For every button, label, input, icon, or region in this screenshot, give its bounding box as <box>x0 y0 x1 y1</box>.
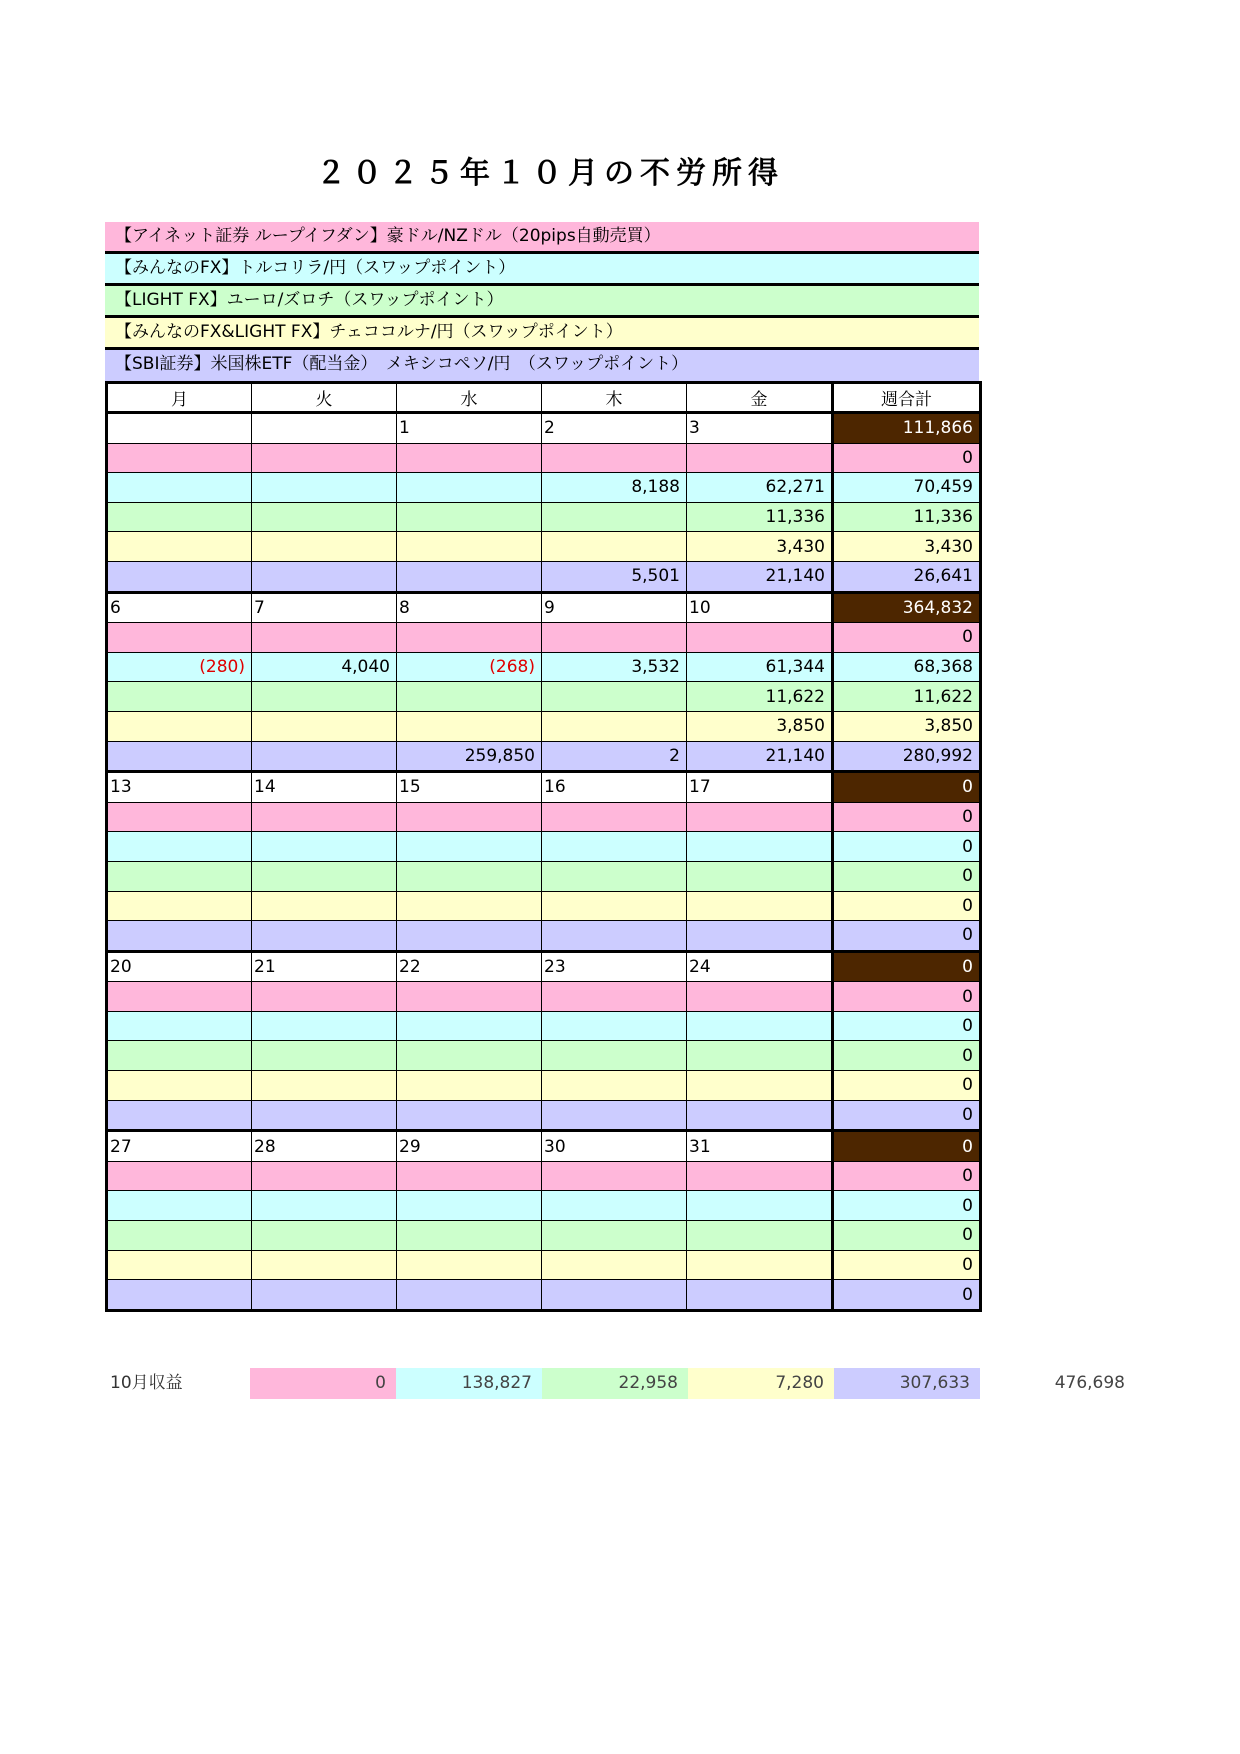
income-cell-mon <box>107 682 252 712</box>
income-cell-fri <box>687 623 833 653</box>
income-row-sbi-etf-peso <box>107 741 981 772</box>
income-cell-mon <box>107 861 252 891</box>
week-total-cell: 0 <box>833 951 981 982</box>
income-cell-mon <box>107 1161 252 1191</box>
week-date-row <box>107 951 981 982</box>
income-cell-thu <box>542 802 687 832</box>
legend-item-czech-koruna: 【みんなのFX&LIGHT FX】チェココルナ/円（スワップポイント） <box>105 318 979 350</box>
income-cell-wed <box>397 982 542 1012</box>
date-cell-mon: 20 <box>107 951 252 982</box>
row-week-total: 11,336 <box>833 502 981 532</box>
row-week-total: 70,459 <box>833 473 981 503</box>
income-cell-tue <box>252 443 397 473</box>
header-wednesday: 水 <box>397 383 542 413</box>
income-row-loop-ifdone <box>107 443 981 473</box>
legend-item-euro-zloty: 【LIGHT FX】ユーロ/ズロチ（スワップポイント） <box>105 286 979 318</box>
date-cell-wed: 29 <box>397 1131 542 1162</box>
income-row-euro-zloty <box>107 861 981 891</box>
income-row-euro-zloty <box>107 502 981 532</box>
income-cell-tue <box>252 561 397 592</box>
income-row-sbi-etf-peso <box>107 561 981 592</box>
date-cell-thu: 30 <box>542 1131 687 1162</box>
income-cell-wed <box>397 1250 542 1280</box>
summary-sbi-etf-peso: 307,633 <box>834 1368 980 1399</box>
income-cell-tue <box>252 921 397 952</box>
income-row-sbi-etf-peso <box>107 921 981 952</box>
week-total-cell: 0 <box>833 1131 981 1162</box>
week-date-row <box>107 1131 981 1162</box>
income-cell-fri: 61,344 <box>687 652 833 682</box>
row-week-total: 68,368 <box>833 652 981 682</box>
income-row-loop-ifdone <box>107 982 981 1012</box>
income-cell-wed <box>397 623 542 653</box>
income-cell-mon <box>107 1071 252 1101</box>
income-cell-fri <box>687 832 833 862</box>
week-total-cell: 111,866 <box>833 413 981 444</box>
income-row-loop-ifdone <box>107 802 981 832</box>
date-cell-thu: 2 <box>542 413 687 444</box>
header-tuesday: 火 <box>252 383 397 413</box>
income-cell-thu <box>542 1221 687 1251</box>
week-date-row <box>107 592 981 623</box>
income-row-czech-koruna <box>107 711 981 741</box>
income-row-czech-koruna <box>107 532 981 562</box>
date-cell-mon <box>107 413 252 444</box>
income-cell-mon <box>107 741 252 772</box>
income-cell-wed <box>397 532 542 562</box>
income-cell-tue: 4,040 <box>252 652 397 682</box>
income-cell-mon <box>107 1100 252 1131</box>
income-cell-fri <box>687 802 833 832</box>
summary-euro-zloty: 22,958 <box>542 1368 688 1399</box>
date-cell-mon: 27 <box>107 1131 252 1162</box>
row-week-total: 0 <box>833 623 981 653</box>
income-row-loop-ifdone <box>107 1161 981 1191</box>
income-cell-thu <box>542 532 687 562</box>
income-cell-wed <box>397 1011 542 1041</box>
income-cell-fri <box>687 1071 833 1101</box>
income-cell-mon <box>107 443 252 473</box>
income-cell-tue <box>252 891 397 921</box>
income-row-turkish-lira <box>107 1191 981 1221</box>
income-cell-thu: 8,188 <box>542 473 687 503</box>
income-cell-thu <box>542 1280 687 1311</box>
income-cell-fri: 11,336 <box>687 502 833 532</box>
summary-loop-ifdone: 0 <box>250 1368 396 1399</box>
income-calendar-table <box>105 381 982 1312</box>
date-cell-wed: 22 <box>397 951 542 982</box>
income-cell-mon <box>107 921 252 952</box>
date-cell-wed: 1 <box>397 413 542 444</box>
income-row-sbi-etf-peso <box>107 1100 981 1131</box>
row-week-total: 3,850 <box>833 711 981 741</box>
date-cell-wed: 15 <box>397 772 542 803</box>
income-cell-wed <box>397 443 542 473</box>
income-cell-wed <box>397 1221 542 1251</box>
income-row-sbi-etf-peso <box>107 1280 981 1311</box>
income-cell-tue <box>252 1100 397 1131</box>
income-cell-fri <box>687 982 833 1012</box>
income-cell-fri <box>687 1280 833 1311</box>
income-cell-wed: (268) <box>397 652 542 682</box>
row-week-total: 0 <box>833 1221 981 1251</box>
legend-item-sbi-etf-peso: 【SBI証券】米国株ETF（配当金） メキシコペソ/円 （スワップポイント） <box>105 350 979 381</box>
header-monday: 月 <box>107 383 252 413</box>
date-cell-thu: 16 <box>542 772 687 803</box>
row-week-total: 0 <box>833 1041 981 1071</box>
income-cell-thu <box>542 1100 687 1131</box>
header-thursday: 木 <box>542 383 687 413</box>
income-cell-fri <box>687 921 833 952</box>
income-cell-tue <box>252 1280 397 1311</box>
legend <box>105 222 979 381</box>
income-cell-tue <box>252 1250 397 1280</box>
income-cell-thu <box>542 861 687 891</box>
date-cell-fri: 24 <box>687 951 833 982</box>
row-week-total: 0 <box>833 1280 981 1311</box>
income-cell-mon <box>107 1041 252 1071</box>
income-cell-tue <box>252 1041 397 1071</box>
summary-label: 10月収益 <box>110 1373 183 1393</box>
row-week-total: 0 <box>833 1100 981 1131</box>
row-week-total: 280,992 <box>833 741 981 772</box>
income-cell-thu <box>542 711 687 741</box>
income-row-turkish-lira <box>107 832 981 862</box>
income-cell-thu <box>542 1250 687 1280</box>
week-date-row <box>107 772 981 803</box>
header-row <box>107 383 981 413</box>
date-cell-thu: 9 <box>542 592 687 623</box>
income-cell-wed <box>397 861 542 891</box>
income-cell-fri: 62,271 <box>687 473 833 503</box>
date-cell-fri: 31 <box>687 1131 833 1162</box>
income-cell-fri <box>687 443 833 473</box>
income-cell-mon <box>107 561 252 592</box>
income-cell-tue <box>252 473 397 503</box>
row-week-total: 26,641 <box>833 561 981 592</box>
summary-czech-koruna: 7,280 <box>688 1368 834 1399</box>
income-cell-mon <box>107 832 252 862</box>
income-cell-mon: (280) <box>107 652 252 682</box>
income-cell-tue <box>252 1191 397 1221</box>
income-row-loop-ifdone <box>107 623 981 653</box>
date-cell-tue: 14 <box>252 772 397 803</box>
income-cell-tue <box>252 741 397 772</box>
income-cell-tue <box>252 1161 397 1191</box>
income-cell-fri: 21,140 <box>687 561 833 592</box>
income-cell-thu: 5,501 <box>542 561 687 592</box>
income-cell-tue <box>252 1221 397 1251</box>
income-cell-fri: 3,850 <box>687 711 833 741</box>
income-cell-fri <box>687 1100 833 1131</box>
income-cell-mon <box>107 1221 252 1251</box>
row-week-total: 0 <box>833 1191 981 1221</box>
income-row-turkish-lira <box>107 473 981 503</box>
income-cell-fri <box>687 1041 833 1071</box>
income-cell-tue <box>252 861 397 891</box>
income-cell-mon <box>107 711 252 741</box>
income-cell-fri <box>687 1250 833 1280</box>
row-week-total: 11,622 <box>833 682 981 712</box>
income-cell-thu <box>542 623 687 653</box>
income-cell-wed <box>397 561 542 592</box>
income-cell-tue <box>252 832 397 862</box>
summary-grand-total: 476,698 <box>1054 1373 1125 1393</box>
income-cell-mon <box>107 1191 252 1221</box>
income-cell-thu <box>542 443 687 473</box>
income-cell-wed: 259,850 <box>397 741 542 772</box>
income-cell-tue <box>252 711 397 741</box>
income-cell-fri <box>687 1011 833 1041</box>
date-cell-tue: 7 <box>252 592 397 623</box>
income-cell-wed <box>397 891 542 921</box>
income-cell-mon <box>107 502 252 532</box>
income-cell-wed <box>397 921 542 952</box>
income-cell-fri: 11,622 <box>687 682 833 712</box>
income-cell-wed <box>397 1071 542 1101</box>
income-cell-thu <box>542 891 687 921</box>
income-cell-tue <box>252 1071 397 1101</box>
income-cell-thu <box>542 1011 687 1041</box>
date-cell-tue <box>252 413 397 444</box>
income-cell-thu <box>542 1041 687 1071</box>
row-week-total: 0 <box>833 982 981 1012</box>
income-cell-fri <box>687 891 833 921</box>
income-cell-wed <box>397 802 542 832</box>
income-cell-tue <box>252 982 397 1012</box>
row-week-total: 0 <box>833 891 981 921</box>
income-cell-fri: 21,140 <box>687 741 833 772</box>
income-cell-wed <box>397 1041 542 1071</box>
income-cell-wed <box>397 682 542 712</box>
income-cell-wed <box>397 1100 542 1131</box>
row-week-total: 3,430 <box>833 532 981 562</box>
calendar-body <box>107 413 981 1311</box>
date-cell-mon: 6 <box>107 592 252 623</box>
income-cell-thu <box>542 832 687 862</box>
legend-item-ループイフダン: 【アイネット証券 ループイフダン】豪ドル/NZドル（20pips自動売買） <box>105 222 979 254</box>
week-total-cell: 364,832 <box>833 592 981 623</box>
income-cell-tue <box>252 682 397 712</box>
week-total-cell: 0 <box>833 772 981 803</box>
income-row-czech-koruna <box>107 891 981 921</box>
week-date-row <box>107 413 981 444</box>
income-cell-tue <box>252 532 397 562</box>
income-row-euro-zloty <box>107 1221 981 1251</box>
income-cell-thu <box>542 1071 687 1101</box>
income-row-czech-koruna <box>107 1250 981 1280</box>
income-cell-mon <box>107 1250 252 1280</box>
income-cell-thu <box>542 682 687 712</box>
income-cell-wed <box>397 1191 542 1221</box>
income-cell-mon <box>107 1280 252 1311</box>
income-cell-tue <box>252 502 397 532</box>
income-cell-thu: 3,532 <box>542 652 687 682</box>
income-cell-wed <box>397 473 542 503</box>
income-cell-thu <box>542 921 687 952</box>
row-week-total: 0 <box>833 1250 981 1280</box>
date-cell-mon: 13 <box>107 772 252 803</box>
header-week-total: 週合計 <box>833 383 981 413</box>
income-row-czech-koruna <box>107 1071 981 1101</box>
row-week-total: 0 <box>833 1011 981 1041</box>
income-row-euro-zloty <box>107 682 981 712</box>
date-cell-tue: 21 <box>252 951 397 982</box>
row-week-total: 0 <box>833 443 981 473</box>
income-row-euro-zloty <box>107 1041 981 1071</box>
income-cell-mon <box>107 623 252 653</box>
income-cell-mon <box>107 532 252 562</box>
income-cell-wed <box>397 1161 542 1191</box>
row-week-total: 0 <box>833 1161 981 1191</box>
summary-turkish-lira: 138,827 <box>396 1368 542 1399</box>
income-cell-mon <box>107 1011 252 1041</box>
income-cell-thu <box>542 1191 687 1221</box>
income-cell-fri <box>687 1221 833 1251</box>
row-week-total: 0 <box>833 861 981 891</box>
income-cell-tue <box>252 802 397 832</box>
income-cell-thu <box>542 502 687 532</box>
row-week-total: 0 <box>833 832 981 862</box>
income-cell-thu <box>542 982 687 1012</box>
income-cell-wed <box>397 832 542 862</box>
income-cell-wed <box>397 711 542 741</box>
date-cell-tue: 28 <box>252 1131 397 1162</box>
date-cell-fri: 10 <box>687 592 833 623</box>
row-week-total: 0 <box>833 1071 981 1101</box>
income-cell-mon <box>107 473 252 503</box>
row-week-total: 0 <box>833 802 981 832</box>
date-cell-wed: 8 <box>397 592 542 623</box>
income-cell-fri <box>687 861 833 891</box>
income-cell-tue <box>252 1011 397 1041</box>
income-cell-wed <box>397 1280 542 1311</box>
income-row-turkish-lira <box>107 1011 981 1041</box>
income-row-turkish-lira <box>107 652 981 682</box>
income-cell-mon <box>107 802 252 832</box>
row-week-total: 0 <box>833 921 981 952</box>
income-cell-mon <box>107 891 252 921</box>
header-friday: 金 <box>687 383 833 413</box>
income-cell-mon <box>107 982 252 1012</box>
income-cell-fri: 3,430 <box>687 532 833 562</box>
date-cell-fri: 17 <box>687 772 833 803</box>
date-cell-fri: 3 <box>687 413 833 444</box>
income-cell-wed <box>397 502 542 532</box>
income-cell-fri <box>687 1161 833 1191</box>
income-cell-thu: 2 <box>542 741 687 772</box>
income-cell-tue <box>252 623 397 653</box>
income-cell-thu <box>542 1161 687 1191</box>
date-cell-thu: 23 <box>542 951 687 982</box>
income-cell-fri <box>687 1191 833 1221</box>
legend-item-turkish-lira: 【みんなのFX】トルコリラ/円（スワップポイント） <box>105 254 979 286</box>
page-title: ２０２５年１０月の不労所得 <box>316 156 784 191</box>
